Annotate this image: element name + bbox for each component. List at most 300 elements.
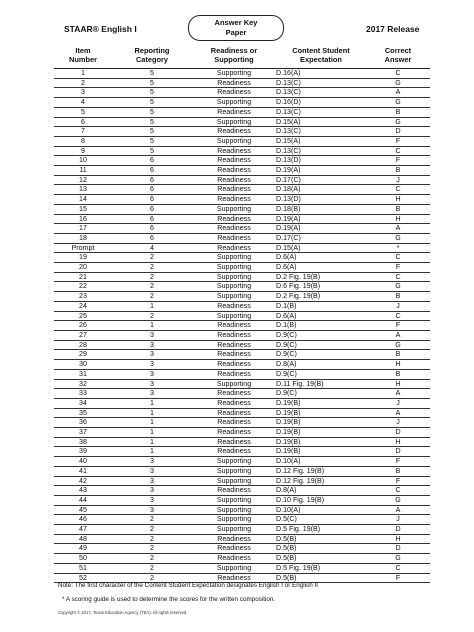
item-number-cell: 37 [54,428,112,438]
reporting-category-cell: 3 [112,466,192,476]
reporting-category-cell: 6 [112,185,192,195]
item-number-cell: 26 [54,321,112,331]
readiness-type-cell: Supporting [192,495,276,505]
student-expectation-cell: D.8(A) [276,360,366,370]
table-row [54,136,430,146]
readiness-type-cell: Readiness [192,389,276,399]
reporting-category-cell: 5 [112,107,192,117]
item-number-cell: 8 [54,136,112,146]
item-number-cell: 45 [54,505,112,515]
item-number-cell: 48 [54,534,112,544]
reporting-category-cell: 5 [112,88,192,98]
item-number-cell: 23 [54,292,112,302]
item-number-cell: 29 [54,350,112,360]
student-expectation-cell: D.9(C) [276,369,366,379]
correct-answer-cell: G [366,282,430,292]
readiness-type-cell: Readiness [192,418,276,428]
table-row [54,476,430,486]
readiness-type-cell: Supporting [192,292,276,302]
correct-answer-cell: H [366,379,430,389]
table-row [54,554,430,564]
student-expectation-cell: D.19(B) [276,408,366,418]
readiness-type-cell: Supporting [192,379,276,389]
readiness-type-cell: Readiness [192,195,276,205]
reporting-category-cell: 2 [112,292,192,302]
student-expectation-cell: D.19(B) [276,398,366,408]
reporting-category-cell: 2 [112,563,192,573]
header-correct-answer: Correct Answer [384,45,412,64]
item-number-cell: 16 [54,214,112,224]
student-expectation-cell: D.15(A) [276,136,366,146]
correct-answer-cell: D [366,525,430,535]
reporting-category-cell: 2 [112,525,192,535]
paper-label: Paper [225,28,247,37]
reporting-category-cell: 1 [112,437,192,447]
correct-answer-cell: B [366,292,430,302]
correct-answer-cell: G [366,98,430,108]
reporting-category-cell: 3 [112,505,192,515]
student-expectation-cell: D.6 Fig. 19(B) [276,282,366,292]
item-number-cell: 27 [54,330,112,340]
correct-answer-cell: H [366,437,430,447]
correct-answer-cell: B [366,369,430,379]
item-number-cell: 49 [54,544,112,554]
item-number-cell: 18 [54,233,112,243]
item-number-cell: 22 [54,282,112,292]
student-expectation-cell: D.10(A) [276,505,366,515]
reporting-category-cell: 2 [112,534,192,544]
item-number-cell: 17 [54,224,112,234]
student-expectation-cell: D.5(B) [276,554,366,564]
table-row [54,428,430,438]
item-number-cell: 14 [54,195,112,205]
correct-answer-cell: C [366,146,430,156]
student-expectation-cell: D.13(D) [276,195,366,205]
correct-answer-cell: D [366,428,430,438]
table-row [54,466,430,476]
item-number-cell: Prompt [54,243,112,253]
table-row [54,263,430,273]
reporting-category-cell: 6 [112,214,192,224]
item-number-cell: 44 [54,495,112,505]
student-expectation-cell: D.19(A) [276,214,366,224]
student-expectation-cell: D.16(A) [276,69,366,79]
reporting-category-cell: 1 [112,408,192,418]
table-row [54,78,430,88]
table-row [54,408,430,418]
correct-answer-cell: C [366,185,430,195]
readiness-type-cell: Readiness [192,78,276,88]
student-expectation-cell: D.16(D) [276,98,366,108]
correct-answer-cell: F [366,156,430,166]
correct-answer-cell: A [366,505,430,515]
correct-answer-cell: H [366,360,430,370]
item-number-cell: 28 [54,340,112,350]
answer-key-label-box [188,15,284,41]
correct-answer-cell: A [366,330,430,340]
reporting-category-cell: 2 [112,253,192,263]
reporting-category-cell: 5 [112,69,192,79]
student-expectation-cell: D.9(C) [276,340,366,350]
reporting-category-cell: 3 [112,486,192,496]
readiness-type-cell: Readiness [192,486,276,496]
correct-answer-cell: A [366,224,430,234]
item-number-cell: 30 [54,360,112,370]
correct-answer-cell: F [366,321,430,331]
correct-answer-cell: * [366,243,430,253]
readiness-type-cell: Supporting [192,311,276,321]
readiness-type-cell: Readiness [192,398,276,408]
correct-answer-cell: G [366,117,430,127]
readiness-type-cell: Supporting [192,272,276,282]
student-expectation-cell: D.19(B) [276,418,366,428]
readiness-type-cell: Readiness [192,428,276,438]
readiness-type-cell: Readiness [192,156,276,166]
item-number-cell: 39 [54,447,112,457]
correct-answer-cell: B [366,466,430,476]
readiness-type-cell: Readiness [192,233,276,243]
student-expectation-cell: D.5(B) [276,573,366,583]
reporting-category-cell: 1 [112,428,192,438]
reporting-category-cell: 6 [112,233,192,243]
readiness-type-cell: Readiness [192,340,276,350]
correct-answer-cell: F [366,573,430,583]
item-number-cell: 5 [54,107,112,117]
readiness-type-cell: Readiness [192,214,276,224]
student-expectation-cell: D.5 Fig. 19(B) [276,563,366,573]
header-readiness-supporting: Readiness or Supporting [210,45,258,64]
correct-answer-cell: F [366,136,430,146]
student-expectation-cell: D.19(A) [276,166,366,176]
student-expectation-cell: D.6(A) [276,311,366,321]
readiness-type-cell: Readiness [192,166,276,176]
readiness-type-cell: Supporting [192,117,276,127]
reporting-category-cell: 3 [112,389,192,399]
correct-answer-cell: C [366,563,430,573]
correct-answer-cell: J [366,418,430,428]
readiness-type-cell: Supporting [192,466,276,476]
student-expectation-cell: D.19(B) [276,428,366,438]
table-row [54,195,430,205]
student-expectation-cell: D.5 Fig. 19(B) [276,525,366,535]
readiness-type-cell: Supporting [192,457,276,467]
correct-answer-cell: F [366,457,430,467]
reporting-category-cell: 3 [112,340,192,350]
readiness-type-cell: Supporting [192,505,276,515]
readiness-type-cell: Supporting [192,204,276,214]
reporting-category-cell: 5 [112,146,192,156]
reporting-category-cell: 3 [112,457,192,467]
item-number-cell: 31 [54,369,112,379]
correct-answer-cell: D [366,447,430,457]
table-row [54,146,430,156]
student-expectation-cell: D.10(A) [276,457,366,467]
item-number-cell: 46 [54,515,112,525]
item-number-cell: 13 [54,185,112,195]
correct-answer-cell: H [366,214,430,224]
student-expectation-cell: D.2 Fig. 19(B) [276,272,366,282]
readiness-type-cell: Readiness [192,127,276,137]
readiness-type-cell: Supporting [192,253,276,263]
header-item-number: Item Number [69,45,97,64]
item-number-cell: 12 [54,175,112,185]
student-expectation-cell: D.15(A) [276,243,366,253]
reporting-category-cell: 6 [112,156,192,166]
item-number-cell: 10 [54,156,112,166]
table-row [54,233,430,243]
reporting-category-cell: 3 [112,369,192,379]
table-row [54,311,430,321]
table-row [54,544,430,554]
reporting-category-cell: 3 [112,350,192,360]
correct-answer-cell: G [366,495,430,505]
table-row [54,156,430,166]
student-expectation-cell: D.13(C) [276,107,366,117]
reporting-category-cell: 5 [112,78,192,88]
item-number-cell: 15 [54,204,112,214]
correct-answer-cell: G [366,78,430,88]
student-expectation-cell: D.10 Fig. 19(B) [276,495,366,505]
correct-answer-cell: H [366,534,430,544]
correct-answer-cell: H [366,195,430,205]
student-expectation-cell: D.9(C) [276,330,366,340]
student-expectation-cell: D.13(D) [276,156,366,166]
student-expectation-cell: D.5(B) [276,534,366,544]
table-row [54,350,430,360]
correct-answer-cell: C [366,69,430,79]
item-number-cell: 35 [54,408,112,418]
reporting-category-cell: 6 [112,195,192,205]
student-expectation-cell: D.8(A) [276,486,366,496]
correct-answer-cell: G [366,233,430,243]
readiness-type-cell: Readiness [192,447,276,457]
table-row [54,243,430,253]
table-row [54,457,430,467]
reporting-category-cell: 6 [112,224,192,234]
student-expectation-cell: D.19(B) [276,437,366,447]
student-expectation-cell: D.9(C) [276,389,366,399]
correct-answer-cell: C [366,272,430,282]
readiness-type-cell: Readiness [192,573,276,583]
table-row [54,486,430,496]
table-row [54,563,430,573]
student-expectation-cell: D.18(A) [276,185,366,195]
item-number-cell: 32 [54,379,112,389]
readiness-type-cell: Readiness [192,350,276,360]
item-number-cell: 42 [54,476,112,486]
student-expectation-cell: D.15(A) [276,117,366,127]
item-number-cell: 11 [54,166,112,176]
correct-answer-cell: F [366,263,430,273]
correct-answer-cell: B [366,204,430,214]
table-row [54,418,430,428]
student-expectation-cell: D.12 Fig. 19(B) [276,476,366,486]
answer-key-label: Answer Key [214,18,258,27]
reporting-category-cell: 2 [112,544,192,554]
table-row [54,398,430,408]
item-number-cell: 52 [54,573,112,583]
table-row [54,253,430,263]
item-number-cell: 19 [54,253,112,263]
copyright-notice: Copyright © 2017, Texas Education Agency (TEA). All rights reserved. [58,610,188,615]
table-row [54,340,430,350]
readiness-type-cell: Readiness [192,437,276,447]
student-expectation-cell: D.13(C) [276,146,366,156]
readiness-type-cell: Readiness [192,534,276,544]
reporting-category-cell: 5 [112,136,192,146]
student-expectation-cell: D.1(B) [276,321,366,331]
reporting-category-cell: 1 [112,447,192,457]
student-expectation-cell: D.13(C) [276,78,366,88]
correct-answer-cell: B [366,350,430,360]
student-expectation-cell: D.19(A) [276,224,366,234]
readiness-type-cell: Readiness [192,330,276,340]
table-row [54,214,430,224]
table-row [54,224,430,234]
readiness-type-cell: Readiness [192,107,276,117]
reporting-category-cell: 6 [112,166,192,176]
table-row [54,369,430,379]
table-row [54,515,430,525]
item-number-cell: 41 [54,466,112,476]
table-row [54,321,430,331]
answer-key-table [54,43,430,583]
correct-answer-cell: B [366,166,430,176]
table-row [54,360,430,370]
table-row [54,301,430,311]
item-number-cell: 33 [54,389,112,399]
reporting-category-cell: 2 [112,282,192,292]
reporting-category-cell: 3 [112,330,192,340]
header-reporting-category: Reporting Category [134,45,170,64]
table-row [54,127,430,137]
reporting-category-cell: 6 [112,204,192,214]
student-expectation-cell: D.12 Fig. 19(B) [276,466,366,476]
scoring-guide-note: * A scoring guide is used to determine the scores for the written composition. [62,596,276,603]
item-number-cell: 4 [54,98,112,108]
readiness-type-cell: Supporting [192,98,276,108]
table-row [54,69,430,79]
readiness-type-cell: Supporting [192,282,276,292]
header-student-expectation: Content Student Expectation [292,45,350,64]
table-row [54,185,430,195]
student-expectation-cell: D.9(C) [276,350,366,360]
item-number-cell: 43 [54,486,112,496]
readiness-type-cell: Readiness [192,369,276,379]
reporting-category-cell: 3 [112,495,192,505]
readiness-type-cell: Readiness [192,301,276,311]
table-row [54,389,430,399]
correct-answer-cell: G [366,340,430,350]
readiness-type-cell: Readiness [192,88,276,98]
correct-answer-cell: A [366,389,430,399]
table-row [54,107,430,117]
table-row [54,437,430,447]
item-number-cell: 6 [54,117,112,127]
readiness-type-cell: Readiness [192,175,276,185]
table-row [54,272,430,282]
table-row [54,379,430,389]
readiness-type-cell: Supporting [192,563,276,573]
reporting-category-cell: 2 [112,573,192,583]
table-row [54,330,430,340]
readiness-type-cell: Readiness [192,360,276,370]
reporting-category-cell: 1 [112,418,192,428]
correct-answer-cell: C [366,311,430,321]
reporting-category-cell: 5 [112,127,192,137]
correct-answer-cell: F [366,476,430,486]
correct-answer-cell: J [366,398,430,408]
student-expectation-cell: D.13(C) [276,88,366,98]
table-row [54,204,430,214]
readiness-type-cell: Supporting [192,476,276,486]
student-expectation-cell: D.2 Fig. 19(B) [276,292,366,302]
readiness-type-cell: Readiness [192,554,276,564]
document-title: STAAR® English I [64,24,137,34]
readiness-type-cell: Readiness [192,408,276,418]
item-number-cell: 21 [54,272,112,282]
item-number-cell: 38 [54,437,112,447]
readiness-type-cell: Readiness [192,185,276,195]
student-expectation-cell: D.1(B) [276,301,366,311]
item-number-cell: 47 [54,525,112,535]
reporting-category-cell: 4 [112,243,192,253]
correct-answer-cell: C [366,486,430,496]
reporting-category-cell: 5 [112,117,192,127]
correct-answer-cell: C [366,253,430,263]
table-row [54,117,430,127]
reporting-category-cell: 2 [112,263,192,273]
table-row [54,88,430,98]
table-row [54,292,430,302]
student-expectation-cell: D.17(C) [276,175,366,185]
student-expectation-cell: D.13(C) [276,127,366,137]
item-number-cell: 51 [54,563,112,573]
readiness-type-cell: Supporting [192,515,276,525]
item-number-cell: 25 [54,311,112,321]
readiness-type-cell: Supporting [192,263,276,273]
release-year: 2017 Release [366,24,420,34]
correct-answer-cell: G [366,554,430,564]
table-header-row [54,43,430,69]
reporting-category-cell: 2 [112,554,192,564]
item-number-cell: 2 [54,78,112,88]
correct-answer-cell: J [366,301,430,311]
table-row [54,495,430,505]
readiness-type-cell: Supporting [192,69,276,79]
correct-answer-cell: A [366,88,430,98]
expectation-note: Note: The first character of the Content Student Expectation designates English I or English II [58,582,318,589]
item-number-cell: 50 [54,554,112,564]
reporting-category-cell: 2 [112,272,192,282]
correct-answer-cell: B [366,107,430,117]
readiness-type-cell: Supporting [192,525,276,535]
table-row [54,175,430,185]
correct-answer-cell: J [366,175,430,185]
table-row [54,98,430,108]
item-number-cell: 3 [54,88,112,98]
item-number-cell: 40 [54,457,112,467]
correct-answer-cell: J [366,515,430,525]
readiness-type-cell: Supporting [192,136,276,146]
item-number-cell: 34 [54,398,112,408]
student-expectation-cell: D.6(A) [276,253,366,263]
readiness-type-cell: Readiness [192,224,276,234]
table-row [54,282,430,292]
item-number-cell: 36 [54,418,112,428]
table-row [54,447,430,457]
correct-answer-cell: A [366,408,430,418]
